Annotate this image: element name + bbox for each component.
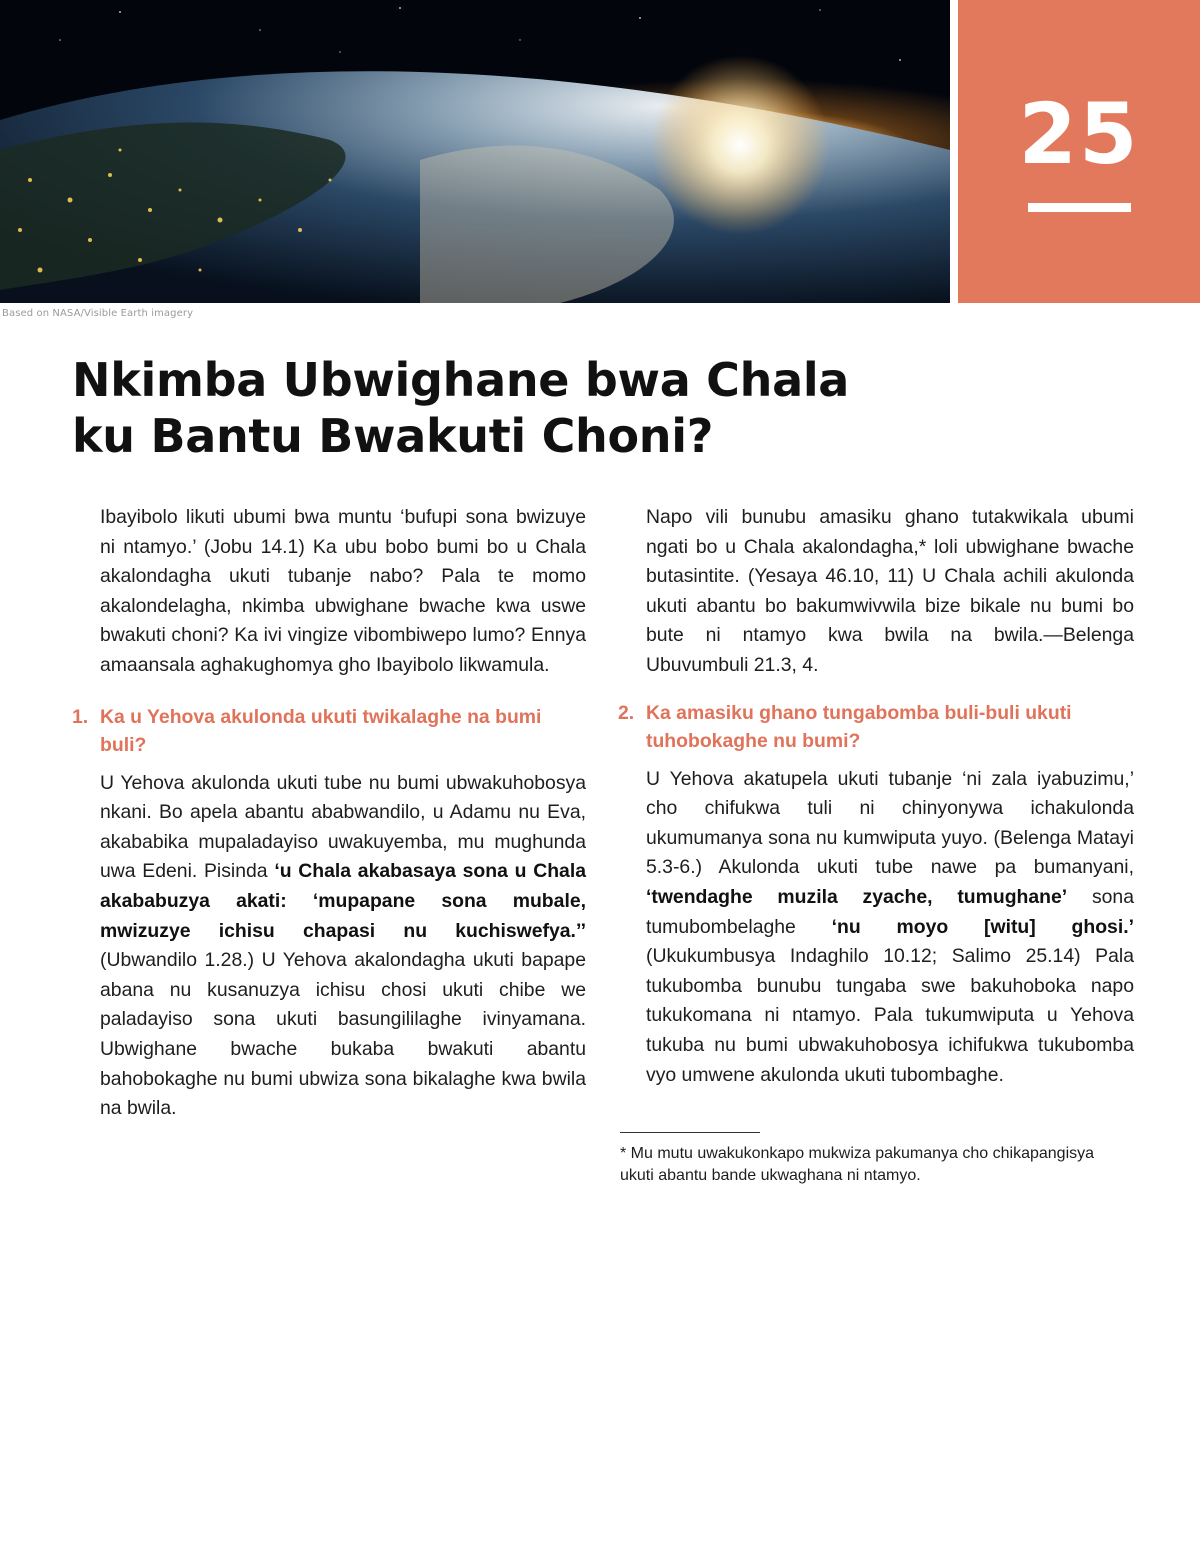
- badge-underline: [1028, 203, 1131, 212]
- earth-from-space-image: [0, 0, 950, 303]
- title-line-2: ku Bantu Bwakuti Choni?: [72, 409, 714, 463]
- answer-2-paragraph: [646, 765, 1134, 1091]
- answer-1-paragraph: [100, 769, 586, 1124]
- question-1-number: 1.: [72, 705, 89, 728]
- footnote-divider: [620, 1132, 760, 1133]
- question-2-number: 2.: [618, 701, 635, 724]
- question-2: [618, 699, 1134, 755]
- answer-2-text-b: sona tumubombelaghe: [646, 885, 1135, 938]
- title-line-1: Nkimba Ubwighane bwa Chala: [72, 353, 850, 407]
- answer-1-text-a: U Yehova akulonda ukuti tube nu bumi ubwakuhobosya nkani. Bo apela abantu ababwandilo, u Adamu nu Eva, akababika mupaladayiso uwakuyemba, mu mughunda uwa Edeni. Pisinda: [100, 771, 586, 883]
- answer-2-text-c: (Ukukumbusya Indaghilo 10.12; Salimo 25.14) Pala tukubomba bunubu tungaba swe bakuhoboka napo tukukomana ni ntamyo. Pala tukumwiputa u Yehova tukuba nu bumi ubwakuhobosya ichifukwa tukubomba vyo umwene akulonda ukuti tubombaghe.: [646, 945, 1134, 1086]
- question-2-text: Ka amasiku ghano tungabomba buli-buli ukuti tuhobokaghe nu bumi?: [646, 701, 1072, 752]
- question-1: [72, 703, 586, 759]
- continuation-paragraph: Napo vili bunubu amasiku ghano tutakwikala ubumi ngati bo u Chala akalondagha,* loli ubwighane bwache butasintite. (Yesaya 46.10, 11) U Chala achili akulonda ukuti abantu bo bakumwivwila bize bikale nu bumi bo bute ni ntamyo kwa bwila na bwila.—Belenga Ubuvumbuli 21.3, 4.: [646, 506, 1134, 676]
- footnote: * Mu mutu uwakukonkapo mukwiza pakumanya cho chikapangisya ukuti abantu bande ukwaghana ni ntamyo.: [620, 1145, 1095, 1184]
- left-column: [72, 503, 587, 1124]
- answer-2-text-a: U Yehova akatupela ukuti tubanje ‘ni zala iyabuzimu,’ cho chifukwa tuli ni chinyonywa ichakulonda ukumumanya sona nu kumwiputa yuyo. (Belenga Matayi 5.3-6.) Akulonda ukuti tube nawe pa bumanyani,: [646, 767, 1134, 879]
- image-credit: Based on NASA/Visible Earth imagery: [2, 308, 194, 319]
- page-title: [72, 352, 892, 464]
- earth-illustration: [0, 0, 950, 303]
- answer-2-quote-b: ‘nu moyo [witu] ghosi.’: [831, 915, 1134, 938]
- lesson-number-badge: [958, 0, 1200, 303]
- right-column: [618, 503, 1135, 1090]
- lesson-number: 25: [1018, 85, 1140, 183]
- answer-1-quote: ‘u Chala akabasaya sona u Chala akababuzya akati: ‘mupapane sona mubale, mwizuzye ichisu chapasi nu kuchiswefya.’’: [100, 860, 587, 942]
- answer-2-quote-a: ‘twendaghe muzila zyache, tumughane’: [646, 885, 1068, 908]
- answer-1-text-b: (Ubwandilo 1.28.) U Yehova akalondagha ukuti bapape abana nu kusanuzya ichisu chosi ukuti chibe we paladayiso sona ukuti basungililaghe ivinyamana. Ubwighane bwache bukaba bwakuti abantu bahobokaghe nu bumi ubwiza sona bikalaghe kwa bwila na bwila.: [100, 949, 586, 1120]
- question-1-text: Ka u Yehova akulonda ukuti twikalaghe na bumi buli?: [100, 705, 542, 756]
- intro-paragraph: Ibayibolo likuti ubumi bwa muntu ‘bufupi sona bwizuye ni ntamyo.’ (Jobu 14.1) Ka ubu bobo bumi bo u Chala akalondagha ukuti tubanje nabo? Pala te momo akalondelagha, nkimba ubwighane bwache kwa uswe bwakuti choni? Ka ivi vingize vibombiwepo lumo? Ennya amaansala aghakughomya gho Ibayibolo likwamula.: [100, 506, 586, 676]
